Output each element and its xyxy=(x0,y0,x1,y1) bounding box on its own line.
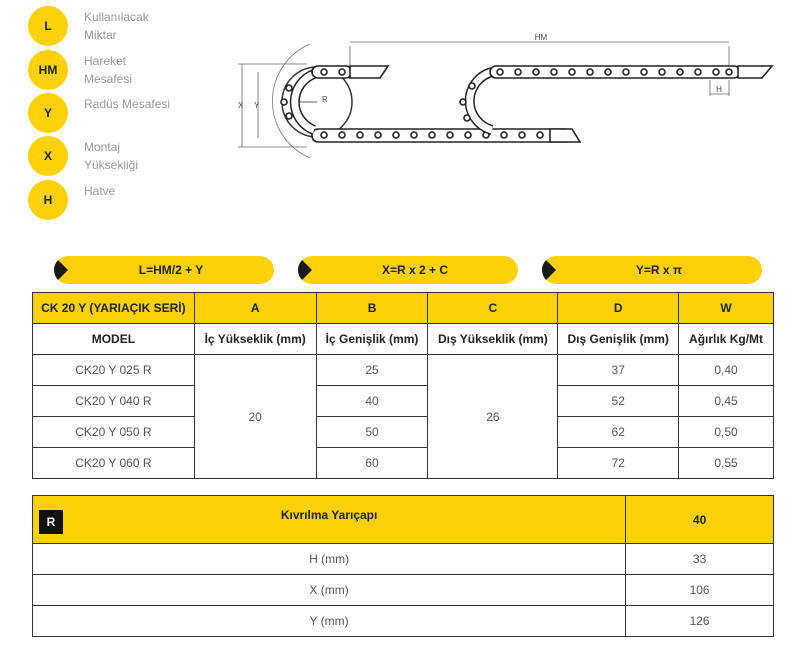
upper-left-chain xyxy=(312,66,388,78)
legend-badge-x: X xyxy=(28,136,68,176)
header-inner-width: İç Genişlik (mm) xyxy=(316,324,428,355)
table-row xyxy=(33,386,774,417)
a-value-cell: 20 xyxy=(194,355,316,479)
model-cell: CK20 Y 040 R xyxy=(33,386,195,417)
spec-title-row xyxy=(33,293,774,324)
b-cell: 40 xyxy=(316,386,428,417)
header-weight: Ağırlık Kg/Mt xyxy=(679,324,774,355)
col-a: A xyxy=(194,293,316,324)
formula-x: X=R x 2 + C xyxy=(298,256,518,284)
c-value-cell: 26 xyxy=(428,355,558,479)
table-row xyxy=(33,355,774,386)
col-w: W xyxy=(679,293,774,324)
legend-text-l: Kullanılacak Miktar xyxy=(84,10,149,42)
radius-header-value: 40 xyxy=(626,496,774,544)
legend-text-x: Montaj Yüksekliği xyxy=(84,140,139,172)
w-cell: 0,50 xyxy=(679,417,774,448)
table-row xyxy=(33,417,774,448)
header-inner-height: İç Yükseklik (mm) xyxy=(194,324,316,355)
w-cell: 0,40 xyxy=(679,355,774,386)
w-cell: 0,45 xyxy=(679,386,774,417)
col-d: D xyxy=(558,293,679,324)
col-c: C xyxy=(428,293,558,324)
header-model: MODEL xyxy=(33,324,195,355)
legend-item-hm xyxy=(28,50,228,94)
h-label: H xyxy=(716,85,722,94)
lower-chain xyxy=(312,129,580,142)
header-outer-width: Dış Genişlik (mm) xyxy=(558,324,679,355)
spec-header-row xyxy=(33,324,774,355)
dimension-value: 33 xyxy=(626,544,774,575)
b-cell: 60 xyxy=(316,448,428,479)
d-cell: 52 xyxy=(558,386,679,417)
pill-arrow-icon xyxy=(542,256,556,284)
col-b: B xyxy=(316,293,428,324)
hm-label: HM xyxy=(534,33,548,42)
dimension-value: 106 xyxy=(626,575,774,606)
model-cell: CK20 Y 060 R xyxy=(33,448,195,479)
table-row xyxy=(33,606,774,637)
dimension-value: 126 xyxy=(626,606,774,637)
b-cell: 50 xyxy=(316,417,428,448)
right-bend xyxy=(460,72,492,130)
legend-badge-hm: HM xyxy=(28,50,68,90)
upper-right-chain xyxy=(490,66,772,78)
d-cell: 37 xyxy=(558,355,679,386)
cable-chain-diagram xyxy=(232,30,777,170)
b-cell: 25 xyxy=(316,355,428,386)
legend-text-h: Hatve xyxy=(84,184,116,198)
d-cell: 62 xyxy=(558,417,679,448)
pill-arrow-icon xyxy=(298,256,312,284)
legend-text-hm: Hareket Mesafesi xyxy=(84,54,133,86)
spec-table xyxy=(32,292,774,479)
radius-header-label: Kıvrılma Yarıçapı xyxy=(280,508,378,522)
table-row xyxy=(33,448,774,479)
radius-badge: R xyxy=(39,510,63,534)
legend-item-y xyxy=(28,93,228,137)
r-label: R xyxy=(322,95,328,104)
dimension-label: H (mm) xyxy=(33,544,626,575)
w-cell: 0,55 xyxy=(679,448,774,479)
formula-l: L=HM/2 + Y xyxy=(54,256,274,284)
dimension-label: X (mm) xyxy=(33,575,626,606)
header-outer-height: Dış Yükseklik (mm) xyxy=(428,324,558,355)
dimension-label: Y (mm) xyxy=(33,606,626,637)
legend-item-x xyxy=(28,136,228,180)
table-row xyxy=(33,544,774,575)
legend-badge-h: H xyxy=(28,180,68,220)
model-cell: CK20 Y 050 R xyxy=(33,417,195,448)
formula-y: Y=R x π xyxy=(542,256,762,284)
pill-arrow-icon xyxy=(54,256,68,284)
legend-badge-y: Y xyxy=(28,93,68,133)
d-cell: 72 xyxy=(558,448,679,479)
legend-item-l xyxy=(28,6,228,50)
legend-text-y: Radüs Mesafesi xyxy=(84,97,171,111)
radius-header-cell xyxy=(33,496,626,544)
x-label: X xyxy=(238,101,244,110)
series-title: CK 20 Y (YARIAÇIK SERİ) xyxy=(33,293,195,324)
legend-badge-l: L xyxy=(28,6,68,46)
model-cell: CK20 Y 025 R xyxy=(33,355,195,386)
radius-header-row xyxy=(33,496,774,544)
legend-item-h xyxy=(28,180,228,224)
table-row xyxy=(33,575,774,606)
y-label: Y xyxy=(254,101,260,110)
radius-table xyxy=(32,495,774,637)
